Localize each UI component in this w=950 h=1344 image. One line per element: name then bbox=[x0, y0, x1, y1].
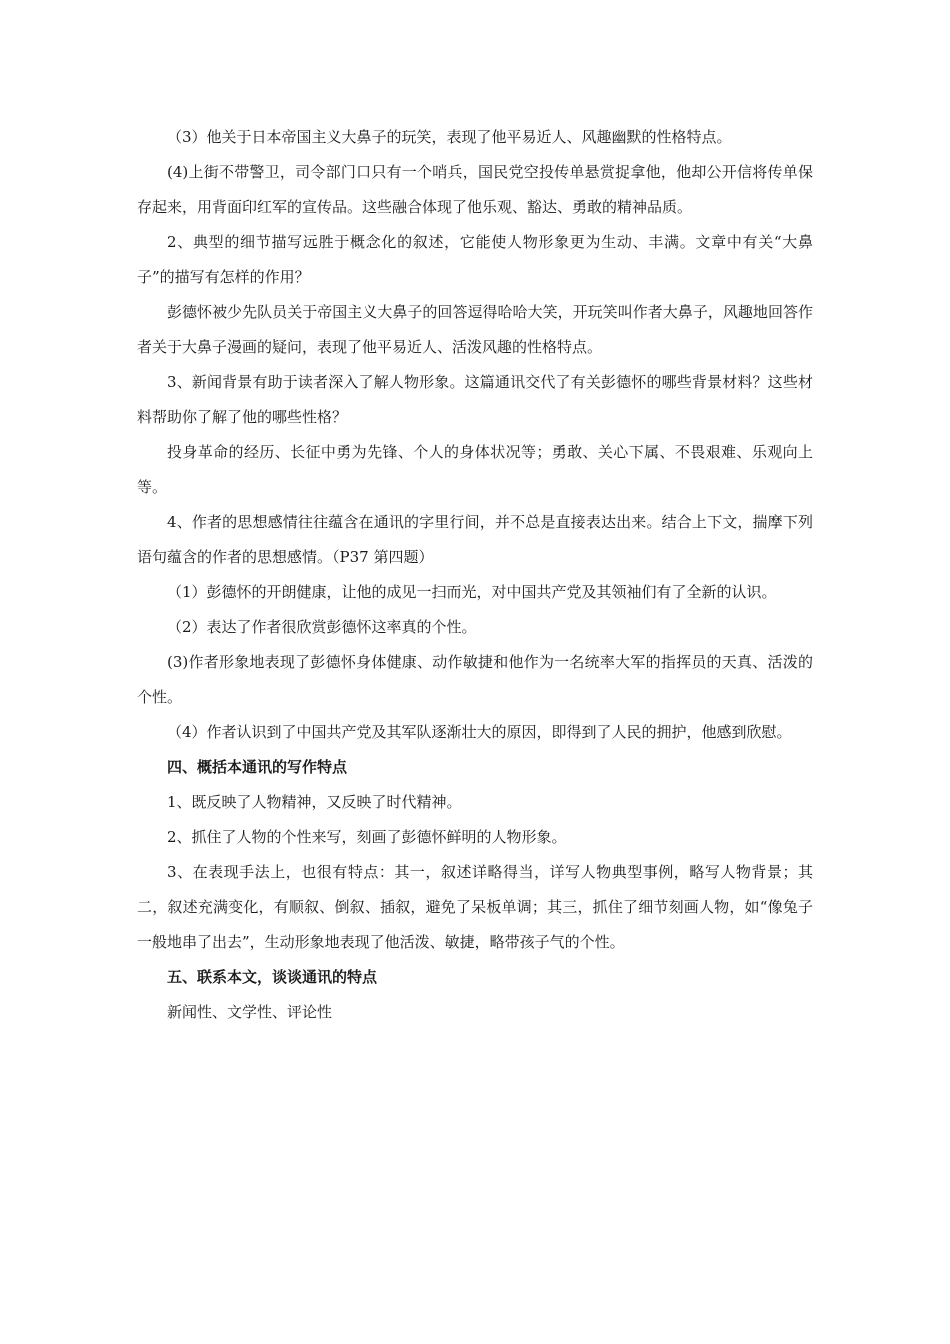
section-heading: 五、联系本文，谈谈通讯的特点 bbox=[167, 968, 378, 986]
answer-paragraph: （2）表达了作者很欣赏彭德怀这率真的个性。 bbox=[167, 618, 477, 636]
section-heading: 四、概括本通讯的写作特点 bbox=[167, 758, 348, 776]
answer-paragraph: （1）彭德怀的开朗健康，让他的成见一扫而光，对中国共产党及其领袖们有了全新的认识。 bbox=[167, 583, 777, 601]
answer-paragraph: （4）作者认识到了中国共产党及其军队逐渐壮大的原因，即得到了人民的拥护，他感到欣慰。 bbox=[167, 723, 792, 741]
list-item: 1、既反映了人物精神，又反映了时代精神。 bbox=[167, 793, 462, 811]
answer-paragraph: 彭德怀被少先队员关于帝国主义大鼻子的回答逗得哈哈大笑，开玩笑叫作者大鼻子，风趣地回答作者关于大鼻子漫画的疑问，表现了他平易近人、活泼风趣的性格特点。 bbox=[137, 303, 813, 356]
question-paragraph: 2、典型的细节描写远胜于概念化的叙述，它能使人物形象更为生动、丰满。文章中有关“大鼻子”的描写有怎样的作用？ bbox=[137, 233, 813, 286]
answer-paragraph: 投身革命的经历、长征中勇为先锋、个人的身体状况等；勇敢、关心下属、不畏艰难、乐观向上等。 bbox=[137, 443, 813, 496]
list-item: 3、在表现手法上，也很有特点：其一，叙述详略得当，详写人物典型事例，略写人物背景；其二，叙述充满变化，有顺叙、倒叙、插叙，避免了呆板单调；其三，抓住了细节刻画人物，如“像兔子一般地串了出去”，生动形象地表现了他活泼、敏捷，略带孩子气的个性。 bbox=[137, 863, 813, 951]
question-paragraph: 3、新闻背景有助于读者深入了解人物形象。这篇通讯交代了有关彭德怀的哪些背景材料？这些材料帮助你了解了他的哪些性格？ bbox=[137, 373, 813, 426]
answer-paragraph: 新闻性、文学性、评论性 bbox=[167, 1003, 333, 1021]
paragraph: （3）他关于日本帝国主义大鼻子的玩笑，表现了他平易近人、风趣幽默的性格特点。 bbox=[167, 128, 732, 146]
question-paragraph: 4、作者的思想感情往往蕴含在通讯的字里行间，并不总是直接表达出来。结合上下文，揣摩下列语句蕴含的作者的思想感情。（P37 第四题） bbox=[137, 513, 813, 566]
list-item: 2、抓住了人物的个性来写，刻画了彭德怀鲜明的人物形象。 bbox=[167, 828, 567, 846]
paragraph: (4)上街不带警卫，司令部门口只有一个哨兵，国民党空投传单悬赏捉拿他，他却公开信将传单保存起来，用背面印红军的宣传品。这些融合体现了他乐观、豁达、勇敢的精神品质。 bbox=[137, 163, 813, 216]
document-page bbox=[137, 120, 813, 1030]
answer-paragraph: (3)作者形象地表现了彭德怀身体健康、动作敏捷和他作为一名统率大军的指挥员的天真、活泼的个性。 bbox=[137, 653, 813, 706]
